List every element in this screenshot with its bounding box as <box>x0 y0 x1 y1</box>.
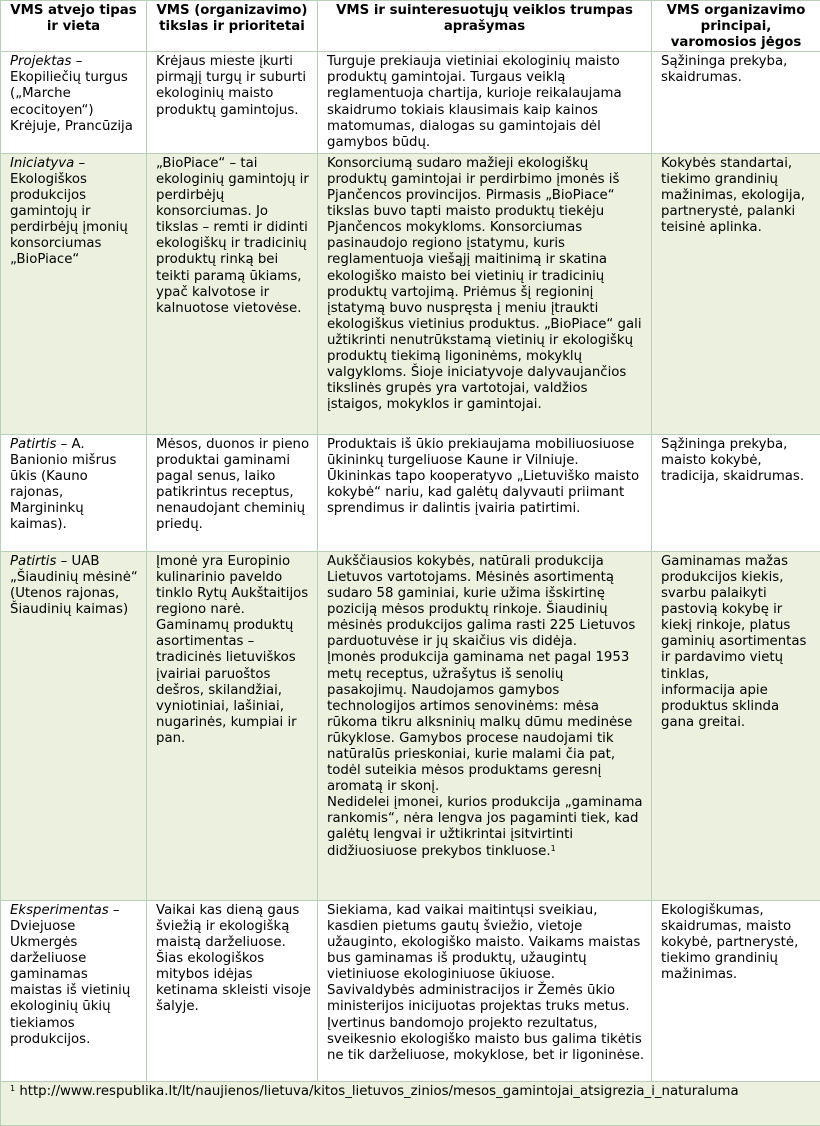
footnote-url: http://www.respublika.lt/lt/naujienos/lietuva/kitos_lietuvos_zinios/mesos_gamintojai_atsigrezia_i_naturaluma <box>15 1084 739 1099</box>
case-type-label: Projektas <box>10 54 72 69</box>
case-type-label: Patirtis <box>10 437 56 452</box>
case-place: – UAB „Šiaudinių mėsinė“ (Utenos rajonas, Šiaudinių kaimas) <box>10 554 138 617</box>
case-type-label: Eksperimentas <box>10 903 109 918</box>
footnote-row <box>1 1081 820 1125</box>
case-type-cell <box>1 551 147 900</box>
footnote <box>1 1081 820 1125</box>
case-type-cell <box>1 434 147 551</box>
case-place: – Dviejuose Ukmergės darželiuose gaminamas maistas iš vietinių ekologinių ūkių tiekiamos produkcijos. <box>10 903 130 1047</box>
case-type-cell <box>1 52 147 154</box>
footnote-ref: 1 <box>551 844 556 853</box>
case-type-cell <box>1 153 147 434</box>
case-place: – A. Banionio mišrus ūkis (Kauno rajonas, Margininkų kaimas). <box>10 437 116 532</box>
case-place: – Ekologiškos produkcijos gamintojų ir perdirbėjų įmonių konsorciumas „BioPiace“ <box>10 156 128 268</box>
principles-cell: Kokybės standartai, tiekimo grandinių mažinimas, ekologija, partnerystė, palanki teisinė aplinka. <box>652 153 820 434</box>
description-cell: Turguje prekiauja vietiniai ekologinių maisto produktų gamintojai. Turgaus veiklą reglamentuoja chartija, kurioje reikalaujama skaidrumo tokiais klausimais kaip kainos matomumas, dialogas su gamintojais dėl gamybos būdų. <box>318 52 652 154</box>
case-type-label: Patirtis <box>10 554 56 569</box>
header-goal: VMS (organizavimo) tikslas ir prioritetai <box>147 1 318 52</box>
header-case-type: VMS atvejo tipas ir vieta <box>1 1 147 52</box>
case-type-cell <box>1 900 147 1081</box>
header-description: VMS ir suinteresuotųjų veiklos trumpas aprašymas <box>318 1 652 52</box>
case-type-label: Iniciatyva <box>10 156 74 171</box>
goal-cell: Įmonė yra Europinio kulinarinio paveldo tinklo Rytų Aukštaitijos regiono narė. Gaminamų produktų asortimentas – tradicinės lietuviškos įvairiai paruoštos dešros, skilandžiai, vyniotiniai, lašiniai, nugarinės, kumpiai ir pan. <box>147 551 318 900</box>
principles-cell: Ekologiškumas, skaidrumas, maisto kokybė, partnerystė, tiekimo grandinių mažinimas. <box>652 900 820 1081</box>
principles-cell: Sąžininga prekyba, maisto kokybė, tradicija, skaidrumas. <box>652 434 820 551</box>
description-paragraph: Įmonės produkcija gaminama net pagal 1953 metų receptus, užrašytus iš senolių pasakojimų. Naudojamos gamybos technologijos artimos senovinėms: mėsa rūkoma tikru alksninių malkų dūmu medinėse rūkyklose. Gamybos procese naudojami tik natūralūs prieskoniai, kurie malami čia pat, todėl suteikia mėsos produktams geresnį aromatą ir skonį. <box>327 650 645 795</box>
description-cell <box>318 551 652 900</box>
description-cell: Konsorciumą sudaro mažieji ekologiškų produktų gamintojai ir perdirbimo įmonės iš Pjančencos provincijos. Pirmasis „BioPiace“ tikslas buvo tapti maisto produktų tiekėju Pjančencos mokykloms. Konsorciumas pasinaudojo regiono įstatymu, kuris reglamentuoja viešąjį maitinimą ir skatina ekologiško maisto bei vietinių ir tradicinių produktų vartojimą. Priėmus šį regioninį įstatymą buvo nuspręsta į meniu įtraukti ekologiškus vietinius produktus. „BioPiace“ gali užtikrinti nenutrūkstamą vietinių ir ekologiškų produktų tiekimą ligoninėms, mokyklų valgykloms. Šioje iniciatyvoje dalyvaujančios tikslinės grupės yra vartotojai, valdžios įstaigos, mokyklos ir gamintojai. <box>318 153 652 434</box>
case-place: – Ekopiliečių turgus („Marche ecocitoyen“) Krėjuje, Prancūzija <box>10 54 133 133</box>
description-cell: Siekiama, kad vaikai maitintųsi sveikiau, kasdien pietums gautų šviežio, vietoje užauginto, ekologiško maisto. Vaikams maistas bus gaminamas iš produktų, užaugintų vietiniuose ekologiniuose ūkiuose. Savivaldybės administracijos ir Žemės ūkio ministerijos inicijuotas projektas truks metus. Įvertinus bandomojo projekto rezultatus, sveikesnio ekologiško maisto bus galima tikėtis ne tik darželiuose, mokyklose, bet ir ligoninėse. <box>318 900 652 1081</box>
table-row <box>1 153 820 434</box>
goal-cell: Mėsos, duonos ir pieno produktai gaminami pagal senus, laiko patikrintus receptus, nenaudojant cheminių priedų. <box>147 434 318 551</box>
description-text: Nedidelei įmonei, kurios produkcija „gaminama rankomis“, nėra lengva jos pagaminti tiek, kad galėtų lengvai ir užtikrintai įsitvirtinti didžiuosiuose prekybos tinkluose. <box>327 795 643 858</box>
table-row <box>1 900 820 1081</box>
header-principles: VMS organizavimo principai, varomosios jėgos <box>652 1 820 52</box>
description-paragraph: Aukščiausios kokybės, natūrali produkcija Lietuvos vartotojams. Mėsinės asortimentą sudaro 58 gaminiai, kurie užima išskirtinę poziciją mėsos produktų rinkoje. Šiaudinių mėsinės produkcijos galima rasti 225 Lietuvos parduotuvėse ir jų skaičius vis didėja. <box>327 554 645 651</box>
goal-cell: „BioPiace“ – tai ekologinių gamintojų ir perdirbėjų konsorciumas. Jo tikslas – remti ir didinti ekologiškų ir tradicinių produktų rinką bei teikti paramą ūkiams, ypač kalvotose ir kalnuotose vietovėse. <box>147 153 318 434</box>
goal-cell: Krėjaus mieste įkurti pirmąjį turgų ir suburti ekologinių maisto produktų gamintojus. <box>147 52 318 154</box>
principles-cell: Sąžininga prekyba, skaidrumas. <box>652 52 820 154</box>
table-row <box>1 551 820 900</box>
footnote-mark: 1 <box>10 1084 15 1093</box>
goal-cell: Vaikai kas dieną gaus šviežią ir ekologišką maistą darželiuose. Šias ekologiškos mitybos idėjas ketinama skleisti visoje šalyje. <box>147 900 318 1081</box>
description-cell: Produktais iš ūkio prekiaujama mobiliuosiuose ūkininkų turgeliuose Kaune ir Vilniuje. Ūkininkas tapo kooperatyvo „Lietuviško maisto kokybė“ nariu, kad galėtų dalyvauti priimant sprendimus ir dalintis įvairia patirtimi. <box>318 434 652 551</box>
principles-cell: Gaminamas mažas produkcijos kiekis, svarbu palaikyti pastovią kokybę ir kiekį rinkoje, platus gaminių asortimentas ir pardavimo vietų tinklas, informacija apie produktus sklinda gana greitai. <box>652 551 820 900</box>
table-row <box>1 52 820 154</box>
table-header-row <box>1 1 820 52</box>
description-paragraph <box>327 795 645 859</box>
table-row <box>1 434 820 551</box>
